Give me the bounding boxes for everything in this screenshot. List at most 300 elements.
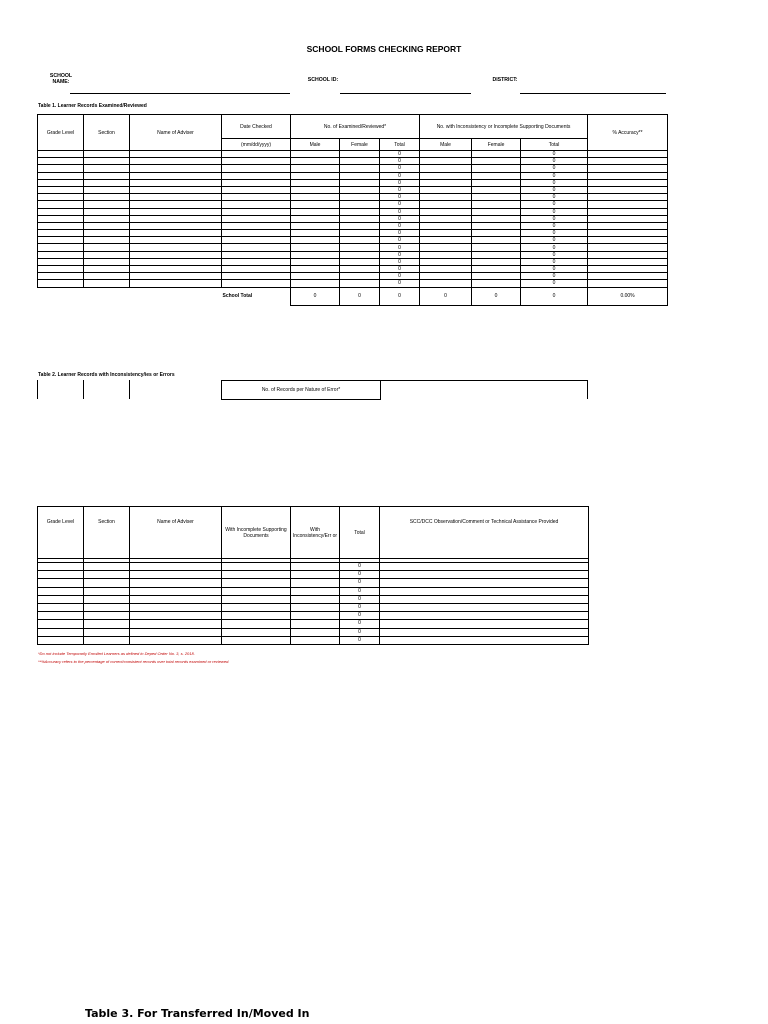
table-cell[interactable] [130, 280, 222, 287]
table-cell[interactable] [472, 273, 521, 280]
table2-caption: Table 2. Learner Records with Inconsistency/ies or Errors [38, 372, 175, 378]
table-cell[interactable] [222, 179, 291, 186]
table-cell[interactable] [588, 172, 668, 179]
table-cell[interactable] [130, 620, 222, 628]
table-cell[interactable] [472, 222, 521, 229]
table-cell[interactable] [340, 208, 380, 215]
table-cell[interactable] [340, 158, 380, 165]
table-cell[interactable] [291, 151, 340, 158]
learner-records-table [37, 114, 668, 306]
table-cell[interactable] [130, 587, 222, 595]
table-cell[interactable] [38, 172, 84, 179]
table-cell[interactable] [420, 201, 472, 208]
table-cell[interactable] [38, 280, 84, 287]
table-cell[interactable] [84, 266, 130, 273]
table-cell[interactable] [222, 172, 291, 179]
table-cell[interactable] [291, 612, 340, 620]
table-row [38, 266, 668, 273]
table-cell[interactable] [38, 603, 84, 611]
row-total-cell: 0 [340, 620, 380, 628]
table-cell[interactable] [38, 151, 84, 158]
table-cell[interactable] [340, 273, 380, 280]
table-cell[interactable] [588, 258, 668, 265]
table-cell[interactable] [38, 620, 84, 628]
table-cell[interactable] [420, 194, 472, 201]
table-cell[interactable] [420, 186, 472, 193]
table-cell[interactable] [38, 244, 84, 251]
table-cell[interactable] [84, 194, 130, 201]
table-cell[interactable] [588, 237, 668, 244]
table-cell[interactable] [38, 158, 84, 165]
table-cell[interactable] [222, 571, 291, 579]
table-cell[interactable] [340, 258, 380, 265]
table-cell[interactable] [222, 258, 291, 265]
nature-of-error-header: No. of Records per Nature of Error* [221, 380, 381, 400]
table-cell[interactable] [340, 237, 380, 244]
table-cell[interactable] [38, 628, 84, 636]
table-cell[interactable] [588, 186, 668, 193]
table-cell[interactable] [291, 186, 340, 193]
table-cell[interactable] [84, 201, 130, 208]
table-cell[interactable] [130, 273, 222, 280]
table-cell[interactable] [84, 179, 130, 186]
table-cell[interactable] [380, 603, 589, 611]
total-inc-total: 0 [521, 287, 588, 305]
table-cell[interactable] [130, 201, 222, 208]
table-cell[interactable] [130, 579, 222, 587]
table-cell[interactable] [84, 612, 130, 620]
row-total-cell: 0 [521, 273, 588, 280]
table-row [38, 628, 589, 636]
table-cell[interactable] [420, 215, 472, 222]
table-cell[interactable] [291, 571, 340, 579]
table-cell[interactable] [222, 612, 291, 620]
table-cell[interactable] [222, 158, 291, 165]
table-cell[interactable] [340, 186, 380, 193]
table-cell[interactable] [130, 230, 222, 237]
table-cell[interactable] [588, 251, 668, 258]
table-cell[interactable] [84, 230, 130, 237]
table-cell[interactable] [222, 222, 291, 229]
table-cell[interactable] [380, 587, 589, 595]
table-cell[interactable] [38, 636, 84, 644]
table-cell[interactable] [38, 612, 84, 620]
table-cell[interactable] [130, 215, 222, 222]
table-cell[interactable] [472, 208, 521, 215]
table-cell[interactable] [291, 194, 340, 201]
table-row [38, 273, 668, 280]
total-examined-total: 0 [380, 287, 420, 305]
table-cell[interactable] [84, 280, 130, 287]
table-row [38, 636, 589, 644]
row-total-cell: 0 [521, 151, 588, 158]
table-cell[interactable] [420, 165, 472, 172]
table-cell[interactable] [291, 587, 340, 595]
table-cell[interactable] [84, 258, 130, 265]
table-cell[interactable] [38, 251, 84, 258]
school-total-label: School Total [222, 293, 253, 300]
school-name-label: SCHOOL NAME: [49, 73, 73, 85]
table-cell[interactable] [222, 208, 291, 215]
table-cell[interactable] [472, 165, 521, 172]
table-cell[interactable] [222, 201, 291, 208]
table-cell[interactable] [588, 151, 668, 158]
total-examined-female: 0 [340, 287, 380, 305]
table-cell[interactable] [420, 237, 472, 244]
table-row [38, 158, 668, 165]
row-total-cell: 0 [380, 208, 420, 215]
row-total-cell: 0 [340, 587, 380, 595]
table-cell[interactable] [222, 579, 291, 587]
table-row [38, 179, 668, 186]
table-cell[interactable] [130, 186, 222, 193]
row-total-cell: 0 [380, 201, 420, 208]
table-cell[interactable] [380, 636, 589, 644]
table-cell[interactable] [130, 636, 222, 644]
table-cell[interactable] [84, 587, 130, 595]
table-cell[interactable] [380, 612, 589, 620]
row-total-cell: 0 [521, 201, 588, 208]
col-adviser: Name of Adviser [130, 507, 222, 559]
table-cell[interactable] [38, 587, 84, 595]
table-cell[interactable] [291, 620, 340, 628]
table-cell[interactable] [380, 595, 589, 603]
table-cell[interactable] [84, 215, 130, 222]
table-cell[interactable] [38, 179, 84, 186]
row-total-cell: 0 [521, 230, 588, 237]
table-cell[interactable] [84, 222, 130, 229]
table-cell[interactable] [420, 222, 472, 229]
table-cell[interactable] [588, 158, 668, 165]
table-cell[interactable] [130, 208, 222, 215]
table-cell[interactable] [420, 273, 472, 280]
district-label: DISTRICT: [492, 77, 518, 83]
table-cell[interactable] [222, 251, 291, 258]
table-cell[interactable] [420, 258, 472, 265]
row-total-cell: 0 [521, 215, 588, 222]
table-cell[interactable] [420, 230, 472, 237]
table-cell[interactable] [291, 266, 340, 273]
total-examined-male: 0 [291, 287, 340, 305]
table-cell[interactable] [38, 571, 84, 579]
school-id-field[interactable] [340, 93, 471, 94]
table-cell[interactable] [291, 215, 340, 222]
table-cell[interactable] [84, 165, 130, 172]
row-total-cell: 0 [521, 165, 588, 172]
table-cell[interactable] [130, 222, 222, 229]
table-cell[interactable] [420, 280, 472, 287]
table-cell[interactable] [472, 179, 521, 186]
row-total-cell: 0 [521, 208, 588, 215]
row-total-cell: 0 [521, 172, 588, 179]
table-cell[interactable] [291, 237, 340, 244]
table-cell[interactable] [340, 244, 380, 251]
table-cell[interactable] [472, 244, 521, 251]
table-cell[interactable] [291, 230, 340, 237]
table-row [38, 230, 668, 237]
row-total-cell: 0 [521, 179, 588, 186]
table-row [38, 222, 668, 229]
table-cell[interactable] [130, 165, 222, 172]
table-cell[interactable] [38, 215, 84, 222]
table-cell[interactable] [130, 194, 222, 201]
table-cell[interactable] [472, 215, 521, 222]
table-row [38, 620, 589, 628]
table3-caption: Table 3. For Transferred In/Moved In [85, 1007, 310, 1020]
table-cell[interactable] [84, 579, 130, 587]
table-cell[interactable] [222, 595, 291, 603]
school-name-field[interactable] [70, 93, 290, 94]
table-cell[interactable] [222, 165, 291, 172]
table-cell[interactable] [420, 208, 472, 215]
total-inc-female: 0 [472, 287, 521, 305]
row-total-cell: 0 [340, 603, 380, 611]
col-accuracy: % Accuracy** [588, 115, 668, 151]
table-cell[interactable] [291, 172, 340, 179]
table-cell[interactable] [472, 201, 521, 208]
table-cell[interactable] [222, 266, 291, 273]
table-cell[interactable] [420, 244, 472, 251]
table-cell[interactable] [84, 237, 130, 244]
table1-caption: Table 1. Learner Records Examined/Reviewed [38, 103, 147, 109]
table-cell[interactable] [380, 563, 589, 571]
table-cell[interactable] [291, 563, 340, 571]
table-cell[interactable] [38, 237, 84, 244]
row-total-cell: 0 [380, 266, 420, 273]
table-cell[interactable] [222, 636, 291, 644]
table2-header-strip [37, 380, 588, 399]
table-cell[interactable] [84, 620, 130, 628]
table-cell[interactable] [588, 179, 668, 186]
table-cell[interactable] [588, 273, 668, 280]
table-cell[interactable] [291, 179, 340, 186]
table-cell[interactable] [340, 165, 380, 172]
table-cell[interactable] [291, 280, 340, 287]
table-cell[interactable] [472, 151, 521, 158]
row-total-cell: 0 [380, 258, 420, 265]
table-cell[interactable] [420, 158, 472, 165]
table-cell[interactable] [340, 222, 380, 229]
table-cell[interactable] [84, 251, 130, 258]
table-row [38, 165, 668, 172]
table-cell[interactable] [340, 172, 380, 179]
table-cell[interactable] [472, 158, 521, 165]
table-cell[interactable] [130, 595, 222, 603]
table-cell[interactable] [222, 186, 291, 193]
table-cell[interactable] [380, 620, 589, 628]
table-cell[interactable] [340, 280, 380, 287]
row-total-cell: 0 [380, 215, 420, 222]
row-total-cell: 0 [521, 158, 588, 165]
table-cell[interactable] [420, 251, 472, 258]
table-cell[interactable] [222, 151, 291, 158]
table-cell[interactable] [291, 201, 340, 208]
table-cell[interactable] [38, 208, 84, 215]
table-cell[interactable] [472, 266, 521, 273]
table-cell[interactable] [130, 571, 222, 579]
table-cell[interactable] [340, 201, 380, 208]
table-cell[interactable] [84, 636, 130, 644]
page-title: SCHOOL FORMS CHECKING REPORT [306, 44, 462, 54]
table-cell[interactable] [588, 194, 668, 201]
table-cell[interactable] [130, 172, 222, 179]
table-cell[interactable] [130, 244, 222, 251]
row-total-cell: 0 [380, 194, 420, 201]
table-cell[interactable] [472, 230, 521, 237]
table-cell[interactable] [588, 201, 668, 208]
table-cell[interactable] [84, 244, 130, 251]
table-row [38, 215, 668, 222]
sub-male: Male [291, 139, 340, 151]
table-cell[interactable] [588, 222, 668, 229]
row-total-cell: 0 [340, 628, 380, 636]
table-cell[interactable] [38, 563, 84, 571]
table-cell[interactable] [291, 273, 340, 280]
table-cell[interactable] [130, 563, 222, 571]
table-cell[interactable] [291, 258, 340, 265]
table-cell[interactable] [38, 579, 84, 587]
table-cell[interactable] [420, 179, 472, 186]
table-cell[interactable] [588, 215, 668, 222]
table-cell[interactable] [472, 194, 521, 201]
table-cell[interactable] [380, 628, 589, 636]
row-total-cell: 0 [380, 186, 420, 193]
table-cell[interactable] [130, 179, 222, 186]
table-cell[interactable] [291, 603, 340, 611]
table-cell[interactable] [84, 603, 130, 611]
table-cell[interactable] [222, 628, 291, 636]
table-cell[interactable] [130, 266, 222, 273]
table-cell[interactable] [472, 172, 521, 179]
table-cell[interactable] [588, 208, 668, 215]
table-cell[interactable] [472, 186, 521, 193]
table-cell[interactable] [291, 251, 340, 258]
table-cell[interactable] [130, 151, 222, 158]
table-cell[interactable] [84, 151, 130, 158]
table-cell[interactable] [38, 201, 84, 208]
table-cell[interactable] [84, 628, 130, 636]
table-cell[interactable] [380, 571, 589, 579]
row-total-cell: 0 [340, 612, 380, 620]
table-cell[interactable] [588, 230, 668, 237]
table-cell[interactable] [222, 563, 291, 571]
table-cell[interactable] [420, 266, 472, 273]
table-cell[interactable] [472, 280, 521, 287]
table-cell[interactable] [222, 215, 291, 222]
table-cell[interactable] [340, 266, 380, 273]
table-cell[interactable] [130, 628, 222, 636]
table-cell[interactable] [291, 579, 340, 587]
table-cell[interactable] [291, 158, 340, 165]
table-cell[interactable] [472, 251, 521, 258]
table-cell[interactable] [38, 186, 84, 193]
table-cell[interactable] [222, 273, 291, 280]
table-cell[interactable] [222, 230, 291, 237]
table-cell[interactable] [588, 266, 668, 273]
table-cell[interactable] [38, 230, 84, 237]
table-cell[interactable] [588, 165, 668, 172]
table-cell[interactable] [291, 595, 340, 603]
table-cell[interactable] [84, 571, 130, 579]
table-cell[interactable] [291, 636, 340, 644]
footnote-1: *Do not include Temporarily Enrolled Learners as defined in Deped Order No. 3, s. 2018. [38, 651, 195, 656]
table-cell[interactable] [291, 165, 340, 172]
table-cell[interactable] [38, 595, 84, 603]
table-cell[interactable] [472, 258, 521, 265]
table-cell[interactable] [130, 612, 222, 620]
table-cell[interactable] [222, 280, 291, 287]
table-cell[interactable] [420, 172, 472, 179]
table-cell[interactable] [291, 244, 340, 251]
table-cell[interactable] [84, 158, 130, 165]
table-cell[interactable] [222, 194, 291, 201]
table-cell[interactable] [340, 230, 380, 237]
table-cell[interactable] [84, 595, 130, 603]
table-cell[interactable] [38, 266, 84, 273]
row-total-cell: 0 [380, 172, 420, 179]
table-cell[interactable] [38, 165, 84, 172]
table-cell[interactable] [38, 194, 84, 201]
table-cell[interactable] [38, 273, 84, 280]
sub-male: Male [420, 139, 472, 151]
total-accuracy: 0.00% [588, 287, 668, 305]
table-row [38, 151, 668, 158]
table-cell[interactable] [222, 244, 291, 251]
col-grade-level: Grade Level [38, 507, 84, 559]
table-cell[interactable] [130, 251, 222, 258]
table-cell[interactable] [38, 258, 84, 265]
row-total-cell: 0 [380, 237, 420, 244]
table-cell[interactable] [84, 273, 130, 280]
col-section: Section [84, 507, 130, 559]
table-cell[interactable] [84, 186, 130, 193]
table-cell[interactable] [84, 563, 130, 571]
table-cell[interactable] [222, 603, 291, 611]
table-cell[interactable] [588, 280, 668, 287]
table-cell[interactable] [130, 158, 222, 165]
district-field[interactable] [520, 93, 666, 94]
row-total-cell: 0 [380, 273, 420, 280]
table-cell[interactable] [38, 222, 84, 229]
table-cell[interactable] [130, 258, 222, 265]
table-cell[interactable] [340, 151, 380, 158]
total-inc-male: 0 [420, 287, 472, 305]
table-cell[interactable] [420, 151, 472, 158]
col-examined: No. of Examined/Reviewed* [291, 115, 420, 139]
table-row [38, 571, 589, 579]
table-cell[interactable] [222, 237, 291, 244]
table-cell[interactable] [291, 222, 340, 229]
table-cell[interactable] [130, 603, 222, 611]
table-cell[interactable] [380, 579, 589, 587]
table-cell[interactable] [130, 237, 222, 244]
table-cell[interactable] [84, 208, 130, 215]
table-cell[interactable] [472, 237, 521, 244]
table-cell[interactable] [291, 208, 340, 215]
table-cell[interactable] [84, 172, 130, 179]
table-cell[interactable] [588, 244, 668, 251]
table-cell[interactable] [291, 628, 340, 636]
table-cell[interactable] [222, 620, 291, 628]
table-cell[interactable] [222, 587, 291, 595]
col-section: Section [84, 115, 130, 151]
table-row [38, 244, 668, 251]
table-cell[interactable] [340, 251, 380, 258]
table-row [38, 612, 589, 620]
table-cell[interactable] [340, 215, 380, 222]
table-cell[interactable] [340, 179, 380, 186]
table-cell[interactable] [340, 194, 380, 201]
